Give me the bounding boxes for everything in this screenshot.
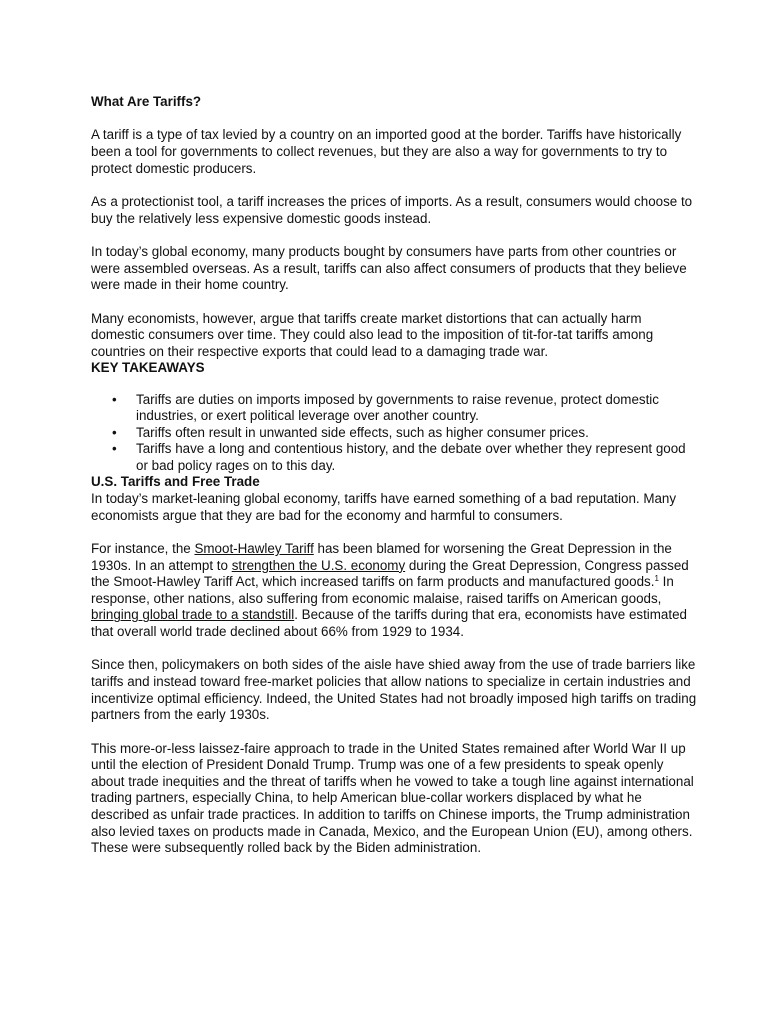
intro-paragraph-3: In today’s global economy, many products bought by consumers have parts from other countries or were assembled overseas. As a result, tariffs can also affect consumers of products that they believe were made in their home country.	[91, 243, 687, 293]
section-paragraph-4: This more-or-less laissez-faire approach to trade in the United States remained after World War II up until the election of President Donald Trump. Trump was one of a few presidents to speak openly about trade inequities and the threat of tariffs when he vowed to take a tough line against international trading partners, especially China, to help American blue-collar workers displaced by what he described as unfair trade practices. In addition to tariffs on Chinese imports, the Trump administration also levied taxes on products made in Canada, Mexico, and the European Union (EU), among others. These were subsequently rolled back by the Biden administration.	[91, 740, 694, 856]
paragraph-text: For instance, the	[91, 541, 195, 557]
section-paragraph-1: In today’s market-leaning global economy, tariffs have earned something of a bad reputation. Many economists argue that they are bad for the economy and harmful to consumers.	[91, 491, 677, 523]
intro-paragraph-2: As a protectionist tool, a tariff increases the prices of imports. As a result, consumers would choose to buy the relatively less expensive domestic goods instead.	[91, 193, 693, 226]
bullet-icon: •	[112, 441, 117, 457]
list-item-text: Tariffs often result in unwanted side effects, such as higher consumer prices.	[136, 424, 589, 440]
page-title: What Are Tariffs?	[91, 94, 202, 109]
bullet-icon: •	[112, 391, 117, 407]
section-paragraph-2	[91, 541, 698, 641]
smoot-hawley-tariff-link[interactable]: Smoot-Hawley Tariff	[194, 541, 314, 557]
paragraph-text: during the Great Depression, Congress passed the Smoot-Hawley Tariff Act, which increased tariffs on farm products and manufactured goods.	[91, 557, 689, 590]
list-item	[91, 425, 698, 442]
intro-paragraph-4: Many economists, however, argue that tariffs create market distortions that can actually harm domestic consumers over time. They could also lead to the imposition of tit-for-tat tariffs among countries on their respective exports that could lead to a damaging trade war.	[91, 310, 654, 359]
footnote-marker: 1	[654, 574, 659, 584]
section-heading: U.S. Tariffs and Free Trade	[91, 474, 260, 490]
key-takeaways-list	[91, 392, 698, 475]
strengthen-economy-link[interactable]: strengthen the U.S. economy	[231, 557, 406, 573]
list-item	[91, 441, 698, 474]
paragraph-text: has been blamed for worsening the Great Depression in the 1930s. In an attempt to	[91, 541, 672, 573]
paragraph-text: In response, other nations, also suffering from economic malaise, raised tariffs on American goods,	[91, 574, 674, 606]
global-trade-standstill-link[interactable]: bringing global trade to a standstill	[91, 607, 295, 623]
list-item-text: Tariffs are duties on imports imposed by governments to raise revenue, protect domestic industries, or exert political leverage over another country.	[136, 391, 659, 424]
list-item	[91, 392, 698, 425]
list-item-text: Tariffs have a long and contentious history, and the debate over whether they represent good or bad policy rages on to this day.	[136, 441, 686, 473]
intro-paragraph-1: A tariff is a type of tax levied by a country on an imported good at the border. Tariffs have historically been a tool for governments to collect revenues, but they are also a way for governments to try to protect domestic producers.	[91, 127, 682, 176]
section-paragraph-3: Since then, policymakers on both sides of the aisle have shied away from the use of trade barriers like tariffs and instead toward free-market policies that allow nations to specialize in certain industries and incentivize optimal efficiency. Indeed, the United States had not broadly imposed high tariffs on trading partners from the early 1930s.	[91, 657, 697, 723]
paragraph-text: . Because of the tariffs during that era, economists have estimated that overall world trade declined about 66% from 1929 to 1934.	[91, 607, 687, 640]
key-takeaways-heading: KEY TAKEAWAYS	[91, 360, 205, 376]
bullet-icon: •	[112, 424, 117, 440]
